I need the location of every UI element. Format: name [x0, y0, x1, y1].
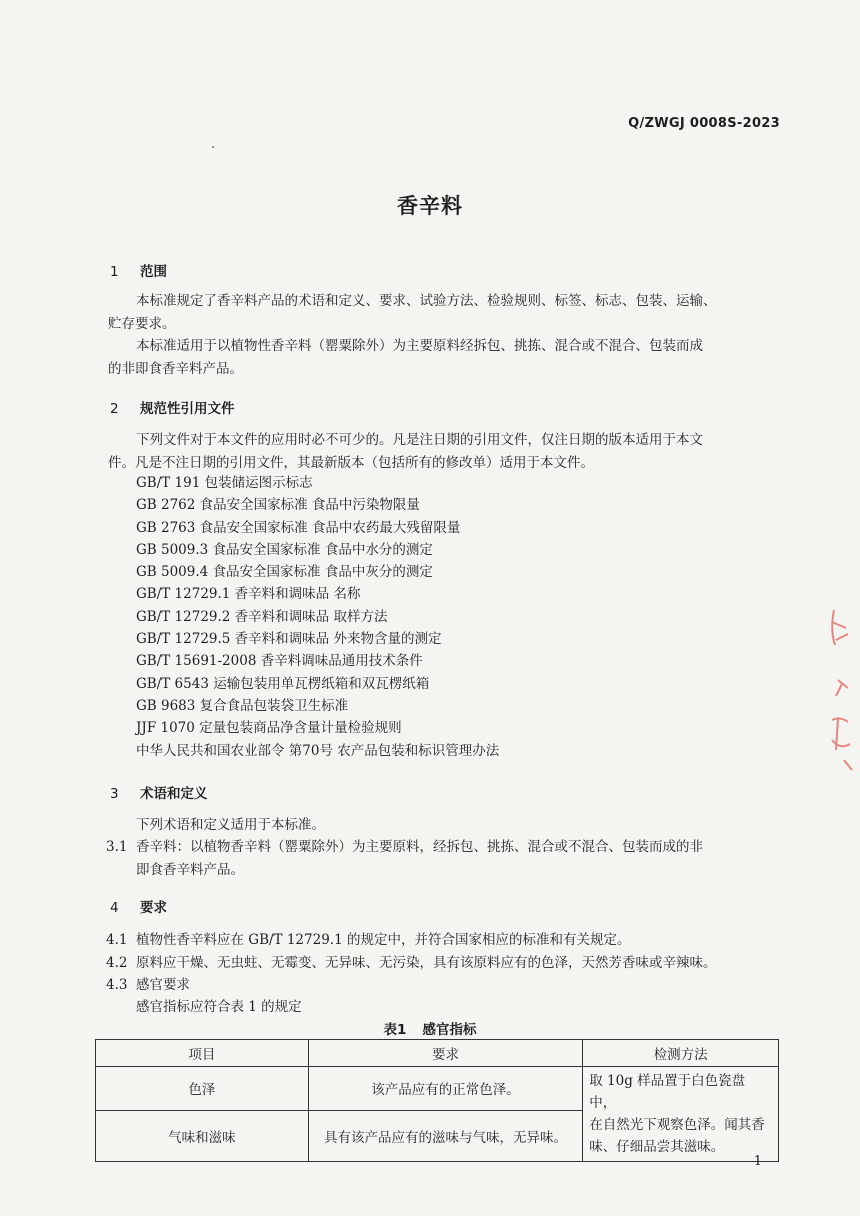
reference-item: GB/T 15691-2008 香辛料调味品通用技术条件 — [136, 653, 423, 670]
cell-requirement: 具有该产品应有的滋味与气味，无异味。 — [308, 1110, 583, 1161]
clause-number: 4.2 — [106, 954, 128, 971]
paragraph-line: 的非即食香辛料产品。 — [108, 360, 243, 377]
clause-number: 4.1 — [106, 932, 128, 948]
sensory-note: 感官指标应符合表 1 的规定 — [136, 999, 302, 1015]
section-2-intro — [108, 429, 788, 474]
clause-4-3 — [106, 974, 717, 997]
cell-requirement: 该产品应有的正常色泽。 — [308, 1067, 583, 1111]
reference-item: GB/T 6543 运输包装用单瓦楞纸箱和双瓦楞纸箱 — [136, 675, 430, 692]
clause-text: 植物性香辛料应在 GB/T 12729.1 的规定中，并符合国家相应的标准和有关规定。 — [136, 932, 631, 948]
paragraph-line: 本标准规定了香辛料产品的术语和定义、要求、试验方法、检验规则、标签、标志、包装、运输、 — [136, 293, 717, 309]
clause-4-2 — [106, 952, 717, 975]
reference-item: GB 9683 复合食品包装袋卫生标准 — [136, 697, 349, 714]
header-item: 项目 — [96, 1040, 309, 1067]
section-1-body — [108, 290, 788, 380]
reference-item: JJF 1070 定量包装商品净含量计量检验规则 — [136, 720, 402, 737]
section-number: 1 — [110, 264, 119, 280]
clause-text: 香辛料：以植物香辛料（罂粟除外）为主要原料，经拆包、挑拣、混合或不混合、包装而成的非 — [136, 839, 703, 855]
reference-item: GB/T 12729.2 香辛料和调味品 取样方法 — [136, 608, 388, 625]
section-4-heading — [110, 896, 167, 916]
section-number: 2 — [110, 401, 119, 417]
red-seal-stamp — [826, 600, 860, 780]
section-title: 范围 — [140, 264, 167, 280]
section-number: 3 — [110, 786, 119, 802]
cell-method — [583, 1067, 779, 1162]
section-2-heading — [110, 397, 235, 417]
section-title: 要求 — [140, 900, 167, 916]
section-title: 术语和定义 — [140, 786, 208, 802]
reference-item: GB/T 191 包装储运图示标志 — [136, 475, 313, 491]
page-number: 1 — [753, 1154, 762, 1169]
clause-text: 感官要求 — [136, 977, 190, 993]
section-3-heading — [110, 782, 208, 802]
table-row — [96, 1067, 779, 1111]
clause-text-cont: 即食香辛料产品。 — [136, 861, 244, 878]
method-line: 取 10g 样品置于白色瓷盘中， — [589, 1073, 746, 1111]
paragraph-line: 贮存要求。 — [108, 315, 176, 332]
method-line: 味、仔细品尝其滋味。 — [589, 1139, 725, 1155]
reference-item: GB/T 12729.5 香辛料和调味品 外来物含量的测定 — [136, 631, 442, 648]
clause-3-1 — [106, 836, 703, 881]
sensory-table — [95, 1039, 779, 1162]
reference-list — [136, 472, 499, 762]
cell-item: 气味和滋味 — [96, 1110, 309, 1161]
reference-item: GB 2762 食品安全国家标准 食品中污染物限量 — [136, 497, 420, 514]
table-title: 感官指标 — [422, 1022, 477, 1038]
method-line: 在自然光下观察色泽。闻其香 — [589, 1117, 765, 1133]
section-1-heading — [110, 260, 167, 280]
reference-item: GB 5009.3 食品安全国家标准 食品中水分的测定 — [136, 541, 433, 558]
table-caption — [0, 1018, 860, 1038]
clause-4-1 — [106, 929, 717, 952]
section-4-clauses — [106, 929, 717, 997]
table-number: 表1 — [383, 1022, 407, 1038]
reference-item: GB/T 12729.1 香辛料和调味品 名称 — [136, 586, 361, 603]
header-method: 检测方法 — [583, 1040, 779, 1067]
table-header-row — [96, 1040, 779, 1067]
section-3-intro: 下列术语和定义适用于本标准。 — [136, 817, 325, 833]
section-number: 4 — [110, 900, 119, 916]
paragraph-line: 下列文件对于本文件的应用时必不可少的。凡是注日期的引用文件，仅注日期的版本适用于本文 — [136, 432, 703, 448]
clause-number: 3.1 — [106, 839, 128, 855]
clause-number: 4.3 — [106, 977, 128, 993]
cell-item: 色泽 — [96, 1067, 309, 1111]
reference-item: GB 2763 食品安全国家标准 食品中农药最大残留限量 — [136, 519, 461, 536]
standard-number: Q/ZWGJ 0008S-2023 — [628, 116, 780, 131]
header-requirement: 要求 — [308, 1040, 583, 1067]
document-title: 香辛料 — [397, 194, 463, 218]
scan-speck — [212, 146, 214, 148]
paragraph-line: 件。凡是不注日期的引用文件，其最新版本（包括所有的修改单）适用于本文件。 — [108, 454, 594, 471]
paragraph-line: 本标准适用于以植物性香辛料（罂粟除外）为主要原料经拆包、挑拣、混合或不混合、包装而成 — [136, 338, 703, 354]
reference-item: GB 5009.4 食品安全国家标准 食品中灰分的测定 — [136, 564, 433, 581]
reference-item: 中华人民共和国农业部令 第70号 农产品包装和标识管理办法 — [136, 742, 500, 759]
clause-text: 原料应干燥、无虫蛀、无霉变、无异味、无污染，具有该原料应有的色泽，天然芳香味或辛辣味。 — [136, 954, 717, 971]
section-title: 规范性引用文件 — [140, 401, 235, 417]
